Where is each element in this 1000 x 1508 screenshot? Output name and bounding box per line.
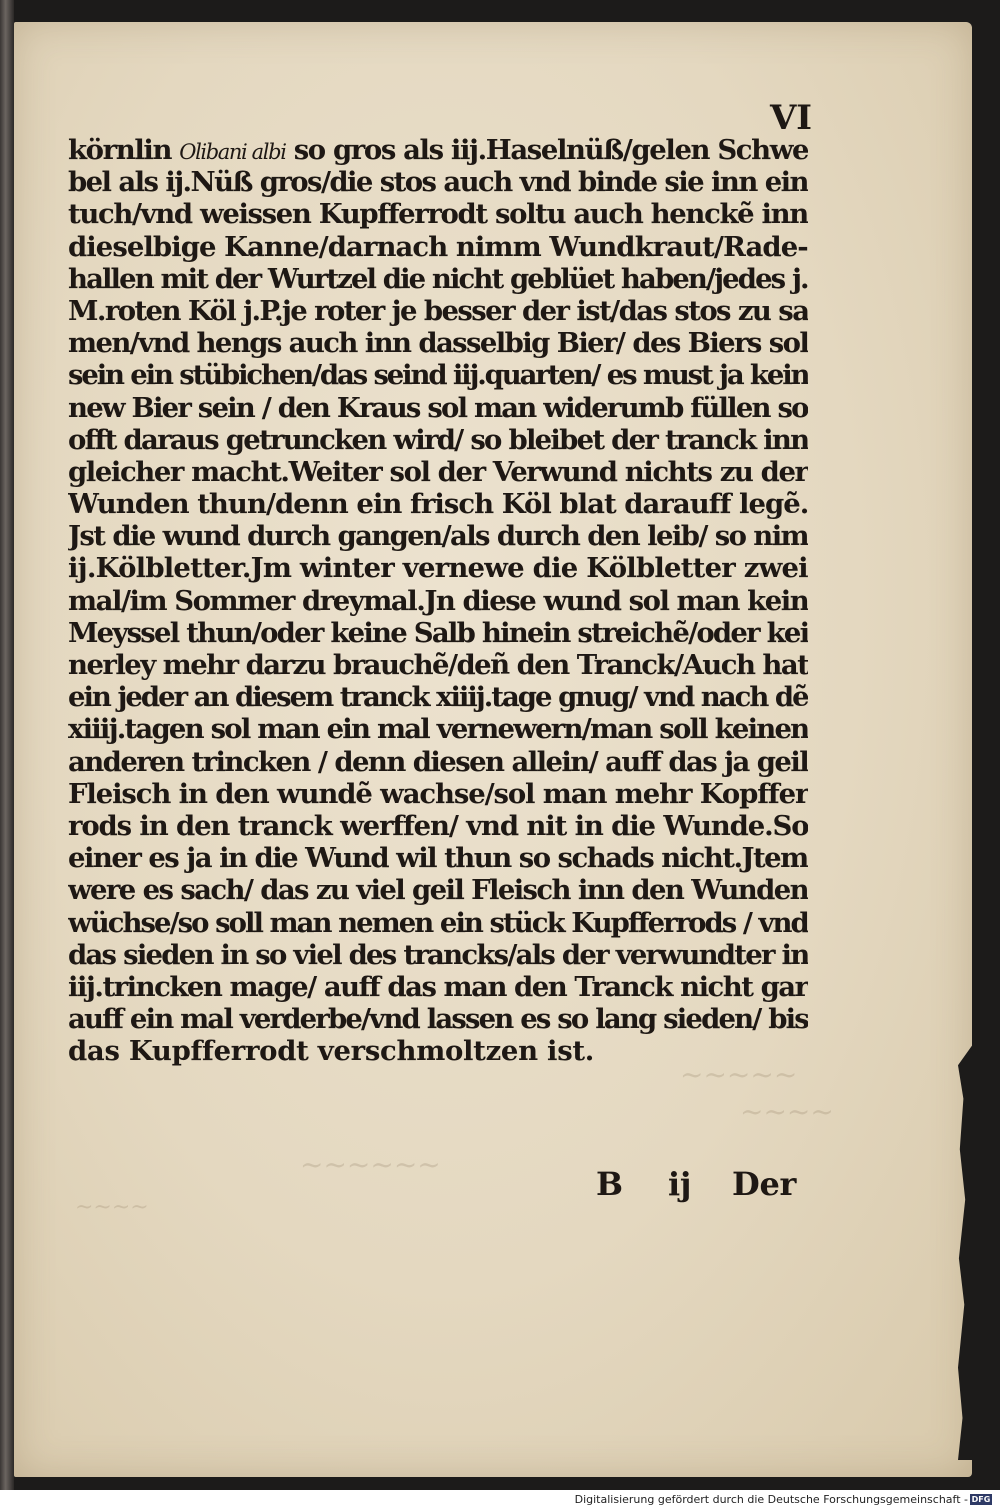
text-line <box>68 778 808 810</box>
italic-latin-term: Olibani albi <box>179 140 286 164</box>
line-segment: rods in den tranck werffen/ vnd nit in die Wunde.So <box>68 809 808 842</box>
line-segment: new Bier sein / den Kraus sol man widerumb füllen so <box>68 391 808 424</box>
text-line <box>68 263 808 295</box>
text-line <box>68 585 808 617</box>
text-line <box>68 939 808 971</box>
line-segment: das sieden in so viel des trancks/als der verwundter in <box>68 938 808 971</box>
text-line <box>68 456 808 488</box>
line-segment: ij.Kölbletter.Jm winter vernewe die Kölbletter zwei <box>68 552 808 585</box>
line-segment: Jst die wund durch gangen/als durch den leib/ so nim <box>68 520 808 553</box>
line-segment: mal/im Sommer dreymal.Jn diese wund sol man kein <box>68 584 808 617</box>
text-line <box>68 746 808 778</box>
text-line <box>68 971 808 1003</box>
show-through-mark: ~~~~ <box>740 1095 834 1128</box>
text-line <box>68 488 808 520</box>
line-segment: xiiij.tagen sol man ein mal vernewern/man soll keinen <box>68 713 808 746</box>
text-line <box>68 681 808 713</box>
line-segment: iij.trincken mage/ auff das man den Tranck nicht gar <box>68 970 808 1003</box>
show-through-mark: ~~~~~ <box>680 1058 798 1091</box>
text-line <box>68 842 808 874</box>
line-segment: Fleisch in den wundẽ wachse/sol man mehr Kopffer <box>68 777 808 810</box>
line-segment: were es sach/ das zu viel geil Fleisch inn den Wunden <box>68 874 808 907</box>
line-segment: offt daraus getruncken wird/ so bleibet der tranck inn <box>68 423 808 456</box>
line-segment: ein jeder an diesem tranck xiiij.tage gnug/ vnd nach dẽ <box>68 681 808 714</box>
text-line <box>68 424 808 456</box>
show-through-mark: ~~~~ <box>75 1195 149 1220</box>
line-segment: wüchse/so soll man nemen ein stück Kupfferrods / vnd <box>68 906 808 939</box>
text-line <box>68 552 808 584</box>
text-line <box>68 1003 808 1035</box>
text-line <box>68 295 808 327</box>
text-line <box>68 231 808 263</box>
text-line <box>68 907 808 939</box>
digitization-credit <box>0 1491 992 1508</box>
text-line <box>68 617 808 649</box>
binding-edge <box>0 0 14 1490</box>
text-line <box>68 1035 808 1067</box>
text-line <box>68 713 808 745</box>
folio-number: VI <box>770 98 812 138</box>
signature-mark: B <box>596 1165 623 1203</box>
text-line <box>68 134 808 166</box>
text-line <box>68 874 808 906</box>
line-segment: einer es ja in die Wund wil thun so schads nicht.Jtem <box>68 842 808 875</box>
text-line <box>68 392 808 424</box>
line-segment: Meyssel thun/oder keine Salb hinein streichẽ/oder kei <box>68 616 808 649</box>
line-segment: bel als ij.Nüß gros/die stos auch vnd binde sie inn ein <box>68 166 808 199</box>
line-segment: men/vnd hengs auch inn dasselbig Bier/ des Biers sol <box>68 327 808 360</box>
line-segment: dieselbige Kanne/darnach nimm Wundkraut/Rade- <box>68 230 808 263</box>
line-segment: hallen mit der Wurtzel die nicht geblüet haben/jedes j. <box>68 262 808 295</box>
text-line <box>68 649 808 681</box>
line-segment: sein ein stübichen/das seind iij.quarten/ es must ja kein <box>68 359 808 392</box>
text-line <box>68 327 808 359</box>
text-line <box>68 810 808 842</box>
main-text-block <box>68 134 808 1067</box>
text-line <box>68 166 808 198</box>
line-segment: tuch/vnd weissen Kupfferrodt soltu auch henckẽ inn <box>68 198 808 231</box>
page-footer-row <box>596 1165 796 1205</box>
credit-text: Digitalisierung gefördert durch die Deutsche Forschungsgemeinschaft - <box>574 1493 968 1506</box>
line-segment: das Kupfferrodt verschmoltzen ist. <box>68 1035 595 1068</box>
line-segment: anderen trincken / denn diesen allein/ auff das ja geil <box>68 745 808 778</box>
line-segment: gleicher macht.Weiter sol der Verwund nichts zu der <box>68 455 808 488</box>
signature-number: ij <box>668 1165 692 1203</box>
line-segment: nerley mehr darzu brauchẽ/deñ den Tranck/Auch hat <box>68 649 808 681</box>
text-line <box>68 520 808 552</box>
line-segment: körnlin <box>68 134 180 166</box>
text-line <box>68 359 808 391</box>
line-segment: auff ein mal verderbe/vnd lassen es so lang sieden/ bis <box>68 1003 808 1036</box>
show-through-mark: ~~~~~~ <box>300 1148 441 1181</box>
line-segment: Wunden thun/denn ein frisch Köl blat darauff legẽ. <box>68 488 808 521</box>
text-line <box>68 198 808 230</box>
line-segment: M.roten Köl j.P.je roter je besser der ist/das stos zu sa <box>68 294 808 327</box>
dfg-logo: DFG <box>971 1495 991 1504</box>
line-segment: so gros als iij.Haselnüß/gelen Schwe <box>285 134 808 166</box>
catchword: Der <box>732 1165 797 1203</box>
